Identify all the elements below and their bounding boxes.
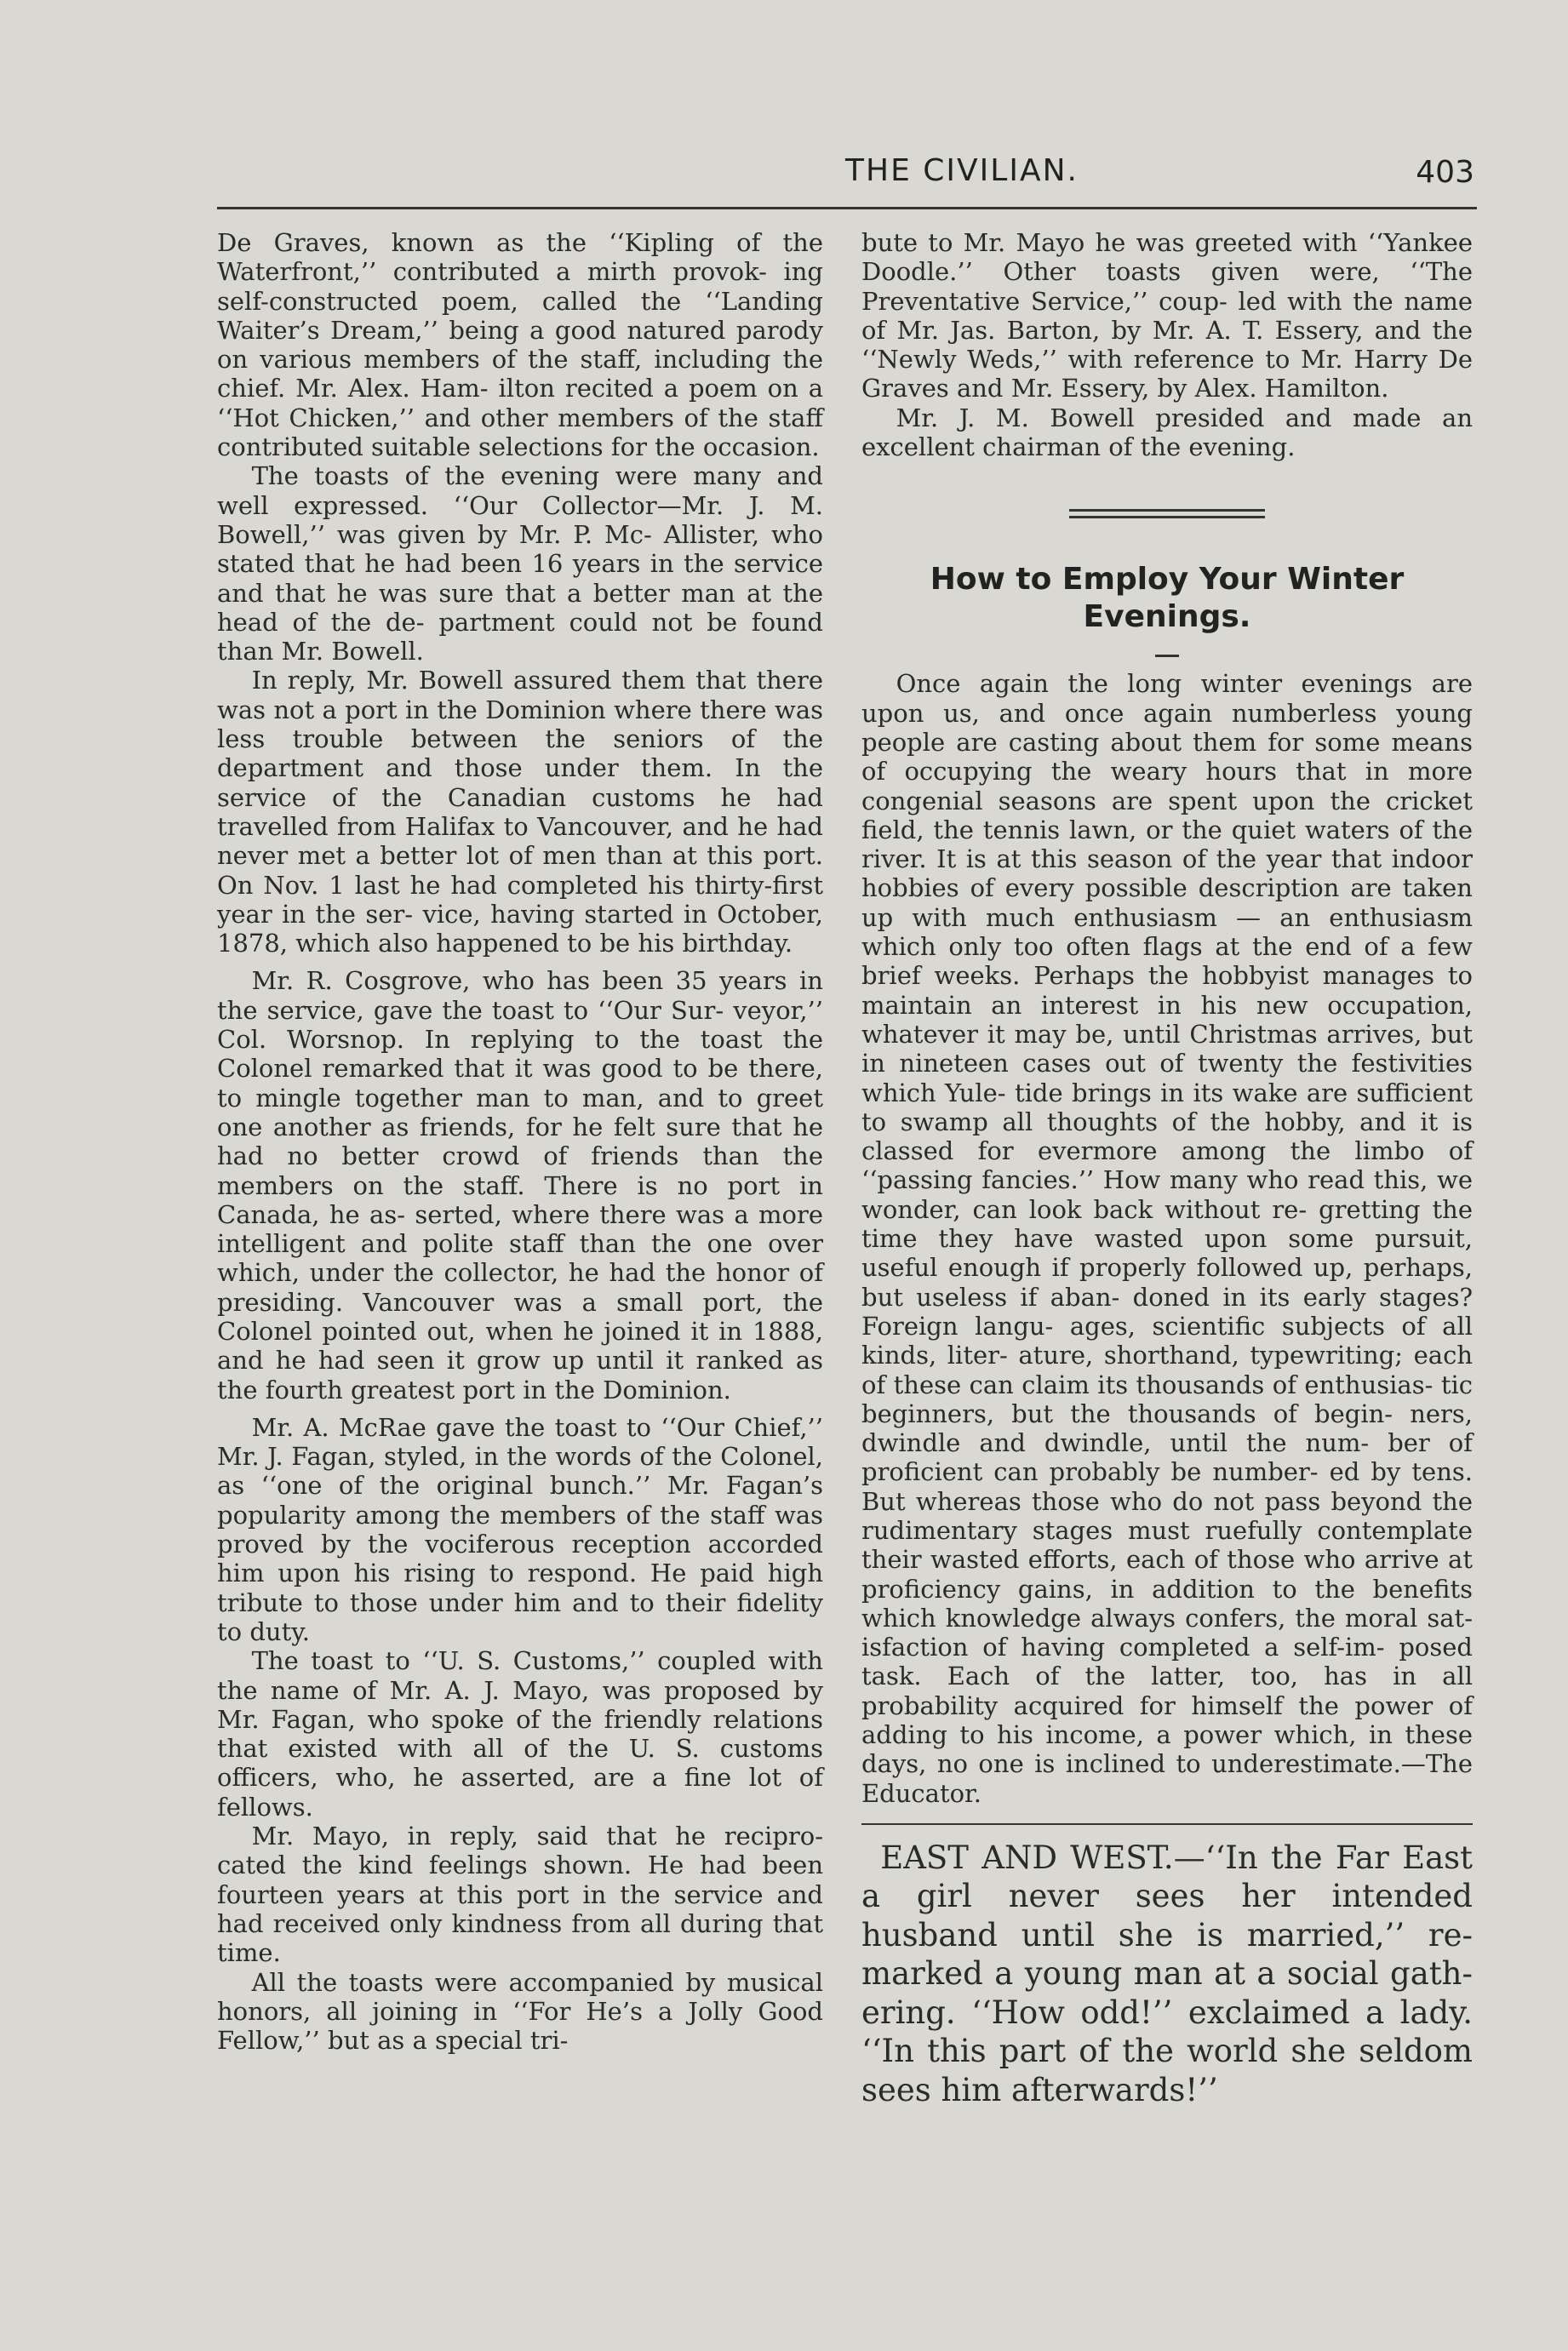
- page-number: 403: [1416, 155, 1474, 190]
- paragraph: The toast to ‘‘U. S. Customs,’’ coupled with the name of Mr. A. J. Mayo, was proposed by Mr. Fagan, who spoke of the friendly relations that existed with all of the U. S. customs officers, who, he asserted, are a fine lot of fellows.: [217, 1646, 823, 1822]
- paragraph: All the toasts were accompanied by musical honors, all joining in ‘‘For He’s a Jolly Good Fellow,’’ but as a special tri-: [217, 1967, 823, 2056]
- header-rule: [217, 207, 1477, 209]
- paragraph: Mr. A. McRae gave the toast to ‘‘Our Chief,’’ Mr. J. Fagan, styled, in the words of the Colonel, as ‘‘one of the original bunch.’’ Mr. Fagan’s popularity among the members of the staff was proved by the vociferous reception accorded him upon his rising to respond. He paid high tribute to those under him and to their fidelity to duty.: [217, 1412, 823, 1646]
- paragraph: Mr. R. Cosgrove, who has been 35 years in the service, gave the toast to ‘‘Our Sur- veyor,’’ Col. Worsnop. In replying to the toast the Colonel remarked that it was good to be there, to mingle together man to man, and to greet one another as friends, for he felt sure that he had no better crowd of friends than the members on the staff. There is no port in Canada, he as- serted, where there was a more intelligent and polite staff than the one over which, under the collector, he had the honor of presiding. Vancouver was a small port, the Colonel pointed out, when he joined it in 1888, and he had seen it grow up until it ranked as the fourth greatest port in the Dominion.: [217, 966, 823, 1404]
- title-dash: [1155, 655, 1179, 657]
- left-column: [217, 228, 823, 2055]
- running-title: THE CIVILIAN.: [845, 153, 1079, 188]
- east-and-west-item: EAST AND WEST.—‘‘In the Far East a girl never sees her intended husband until she is married,’’ re- marked a young man at a social gath- ering. ‘‘How odd!’’ exclaimed a lady. ‘‘In this part of the world she seldom sees him afterwards!’’: [861, 1839, 1473, 2108]
- paragraph: Mr. J. M. Bowell presided and made an excellent chairman of the evening.: [861, 403, 1473, 462]
- item-divider: [861, 1823, 1473, 1825]
- paragraph: De Graves, known as the ‘‘Kipling of the Waterfront,’’ contributed a mirth provok- ing self-constructed poem, called the ‘‘Landing Waiter’s Dream,’’ being a good natured parody on various members of the staff, including the chief. Mr. Alex. Ham- ilton recited a poem on a ‘‘Hot Chicken,’’ and other members of the staff contributed suitable selections for the occasion.: [217, 228, 823, 462]
- page-header: [213, 153, 1481, 196]
- section-divider: [1069, 509, 1265, 518]
- paragraph: In reply, Mr. Bowell assured them that there was not a port in the Dominion where there was less trouble between the seniors of the department and those under them. In the service of the Canadian customs he had travelled from Halifax to Vancouver, and he had never met a better lot of men than at this port. On Nov. 1 last he had completed his thirty-first year in the ser- vice, having started in October, 1878, which also happened to be his birthday.: [217, 666, 823, 958]
- article-title: How to Employ Your Winter Evenings.: [930, 562, 1405, 635]
- paragraph: Mr. Mayo, in reply, said that he recipro- cated the kind feelings shown. He had been fourteen years at this port in the service and had received only kindness from all during that time.: [217, 1822, 823, 1968]
- article-body: Once again the long winter evenings are upon us, and once again numberless young people are casting about them for some means of occupying the weary hours that in more congenial seasons are spent upon the cricket field, the tennis lawn, or the quiet waters of the river. It is at this season of the year that indoor hobbies of every possible description are taken up with much enthusiasm — an enthusiasm which only too often flags at the end of a few brief weeks. Perhaps the hobbyist manages to maintain an interest in his new occupation, whatever it may be, until Christmas arrives, but in nineteen cases out of twenty the festivities which Yule- tide brings in its wake are sufficient to swamp all thoughts of the hobby, and it is classed for evermore among the limbo of ‘‘passing fancies.’’ How many who read this, we wonder, can look back without re- gretting the time they have wasted upon some pursuit, useful enough if properly followed up, perhaps, but useless if aban- doned in its early stages? Foreign langu- ages, scientific subjects of all kinds, liter- ature, shorthand, typewriting; each of these can claim its thousands of enthusias- tic beginners, but the thousands of begin- ners, dwindle and dwindle, until the num- ber of proficient can probably be number- ed by tens. But whereas those who do not pass beyond the rudimentary stages must ruefully contemplate their wasted efforts, each of those who arrive at proficiency gains, in addition to the benefits which knowledge always confers, the moral sat- isfaction of having completed a self-im- posed task. Each of the latter, too, has in all probability acquired for himself the power of adding to his income, a power which, in these days, no one is inclined to underestimate.—The Educator.: [861, 669, 1473, 1808]
- paragraph: bute to Mr. Mayo he was greeted with ‘‘Yankee Doodle.’’ Other toasts given were, ‘‘The Preventative Service,’’ coup- led with the name of Mr. Jas. Barton, by Mr. A. T. Essery, and the ‘‘Newly Weds,’’ with reference to Mr. Harry De Graves and Mr. Essery, by Alex. Hamilton.: [861, 228, 1473, 403]
- paragraph: The toasts of the evening were many and well expressed. ‘‘Our Collector—Mr. J. M. Bowell,’’ was given by Mr. P. Mc- Allister, who stated that he had been 16 years in the service and that he was sure that a better man at the head of the de- partment could not be found than Mr. Bowell.: [217, 461, 823, 666]
- right-column: [861, 228, 1473, 2109]
